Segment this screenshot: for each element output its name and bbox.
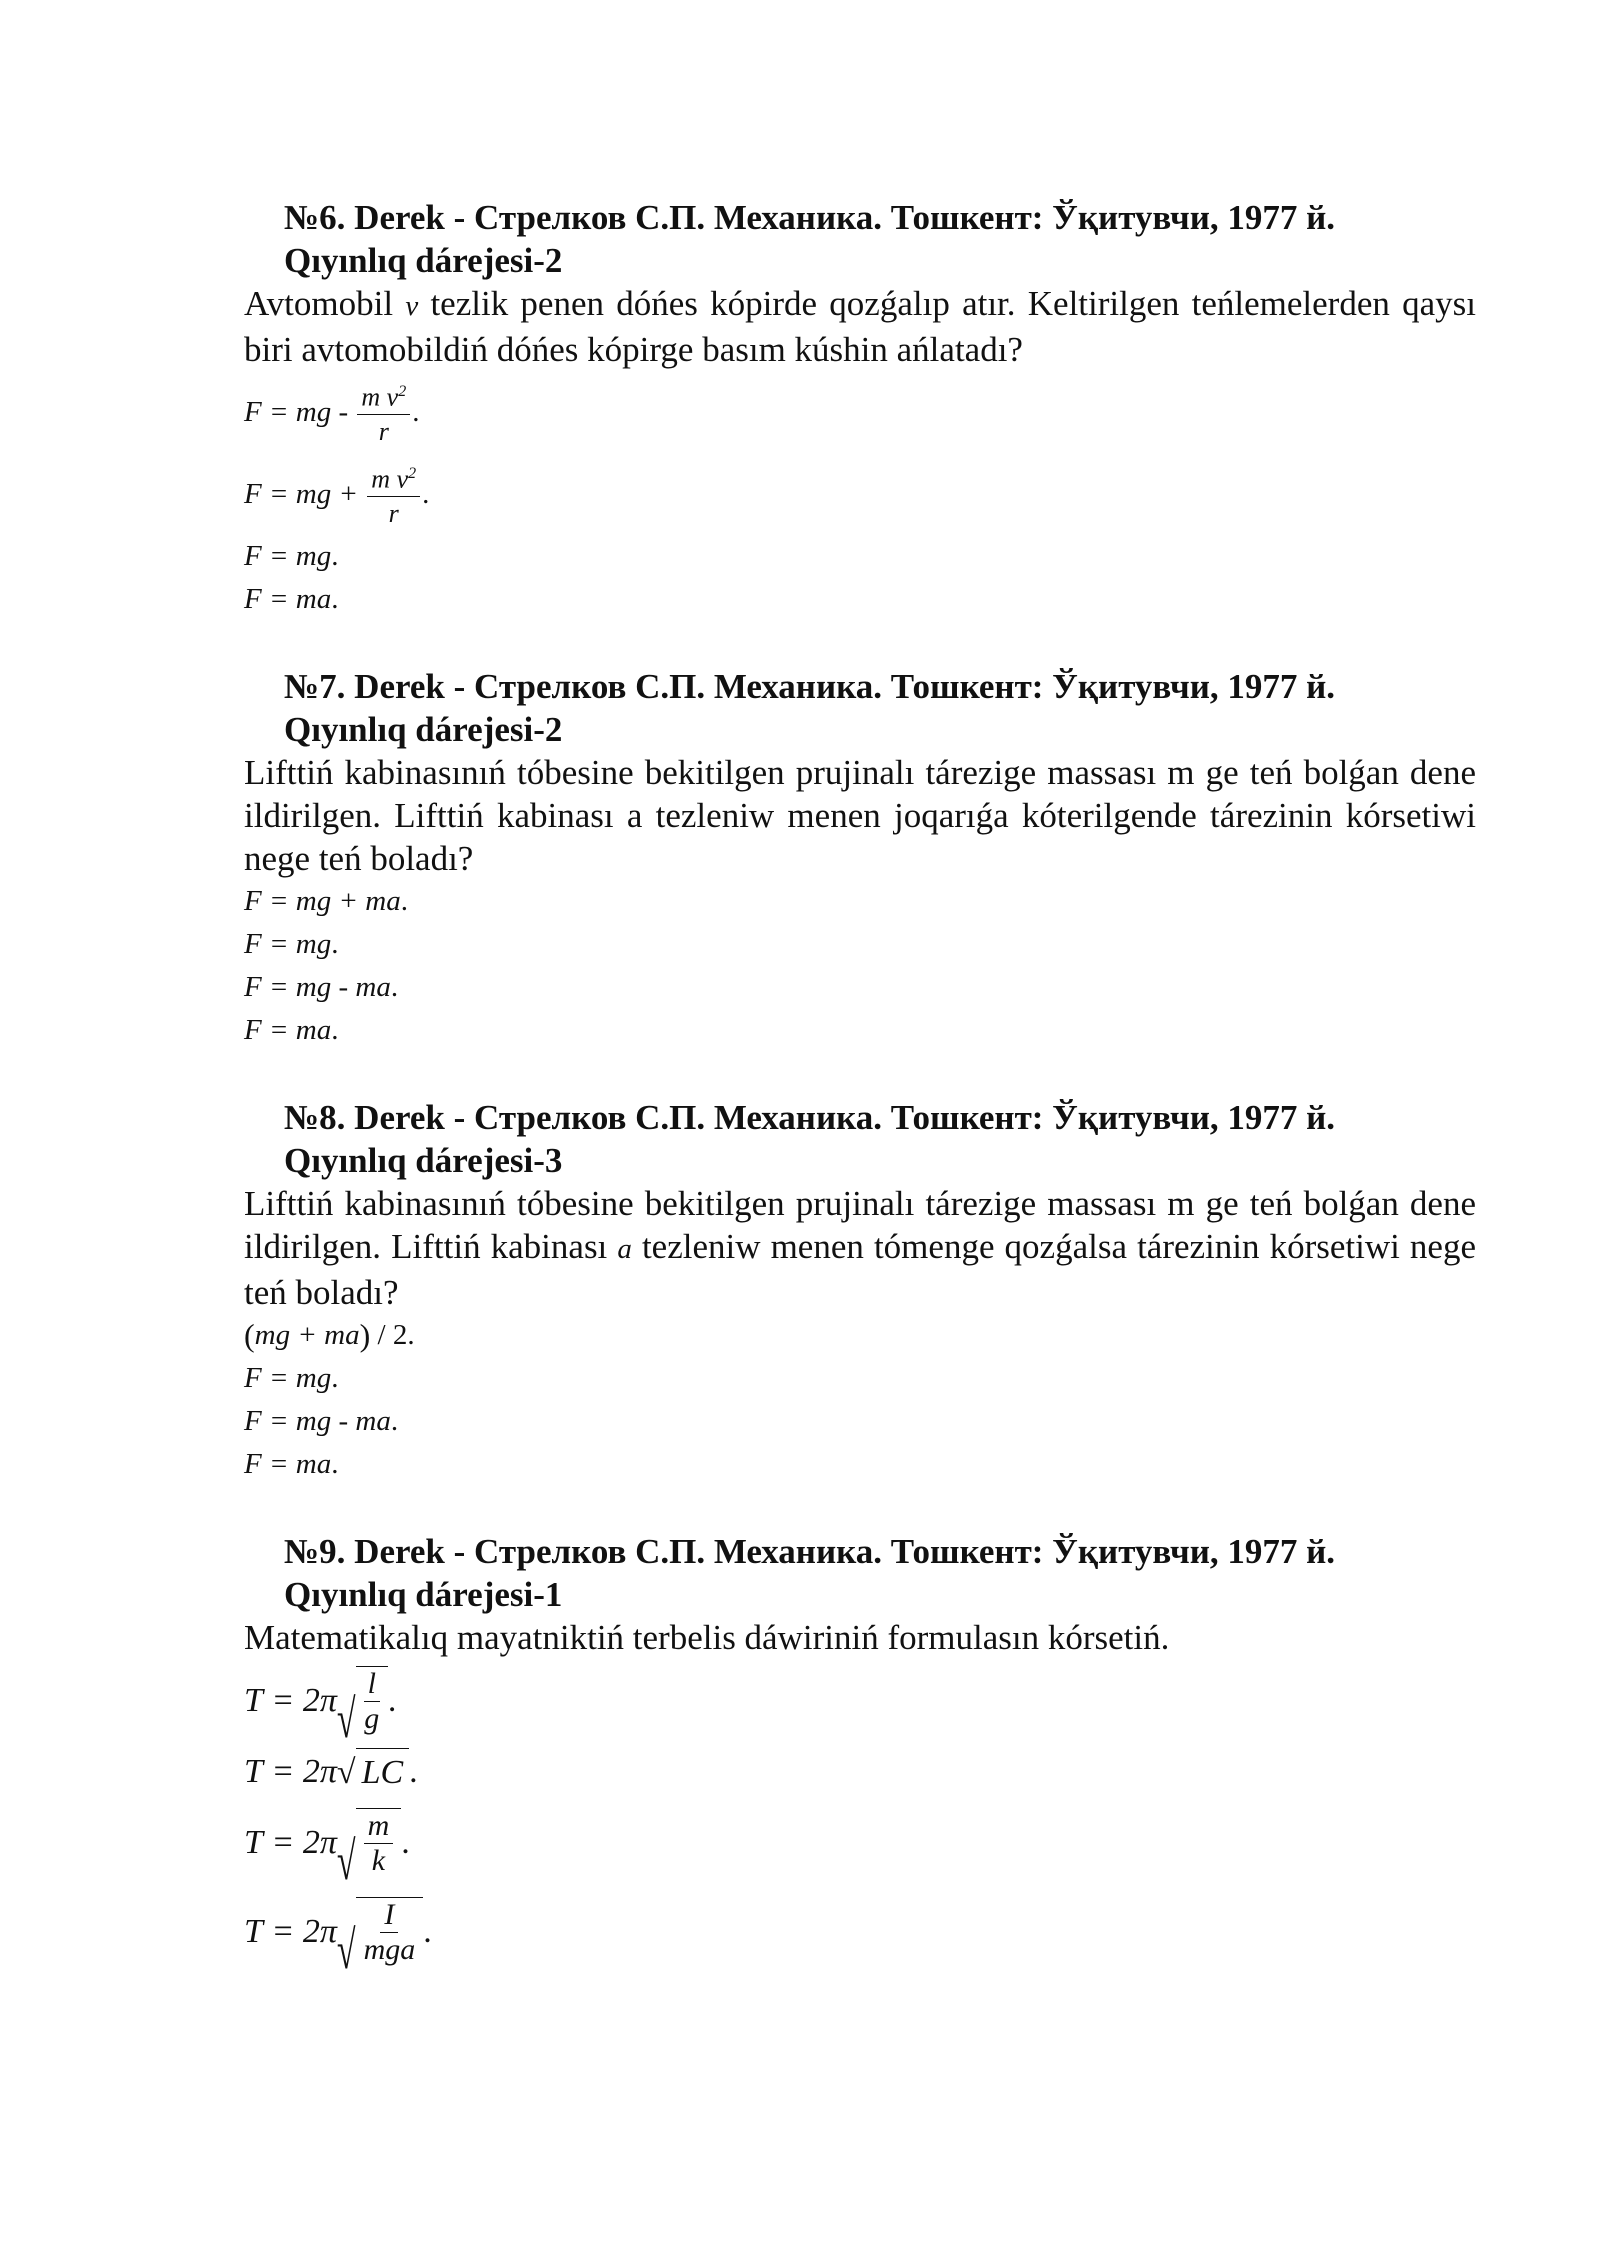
question-text: Lifttiń kabinasınıń tóbesine bekitilgen prujinalı tárezige massası m ge teń bolǵan dene ildirilgen. Lifttiń kabinası a tezleniw menen tómenge qozǵalsa tárezinin kórsetiwi nege teń boladı? [244,1184,1476,1312]
question-text: Avtomobil v tezlik penen dóńes kópirde qozǵalıp atır. Keltirilgen teńlemelerden qaysı biri avtomobildiń dóńes kópirge basım kúshin ańlatadı? [244,284,1476,369]
difficulty-level: Qıyınlıq dárejesi-3 [284,1141,563,1180]
answer-option: F = ma . [244,1014,339,1046]
answer-option: T = 2 π √ $\frac{l}{g}$ . [244,1667,397,1750]
answer-option: F = ma . [244,1448,339,1480]
document-page [244,196,1476,2023]
difficulty-level: Qıyınlıq dárejesi-2 [284,710,563,749]
question-9 [244,1530,1476,1979]
answer-option: F = mg - $\frac{m v^2}{r}$ . [244,371,1476,453]
question-header: №8. Derek - Стрелков С.П. Механика. Тошкент: Ўқитувчи, 1977 й. [284,1098,1336,1137]
question-7 [244,665,1476,1052]
answer-option: F = mg + ma . [244,885,408,917]
answer-option: F = mg - ma . [244,971,399,1003]
answer-option: F = mg . [244,1362,339,1394]
answer-option: F = mg - ma . [244,1405,399,1437]
question-6 [244,196,1476,621]
answer-option: F = mg . [244,928,339,960]
question-text: Lifttiń kabinasınıń tóbesine bekitilgen prujinalı tárezige massası m ge teń bolǵan dene ildirilgen. Lifttiń kabinası a tezleniw menen joqarıǵa kóterilgende tárezinin kórsetiwi nege teń boladı? [244,753,1476,878]
answer-option: F = mg . [244,540,339,572]
question-8 [244,1096,1476,1486]
question-header: №7. Derek - Стрелков С.П. Механика. Тошкент: Ўқитувчи, 1977 й. [284,667,1336,706]
question-header: №6. Derek - Стрелков С.П. Механика. Тошкент: Ўқитувчи, 1977 й. [284,198,1336,237]
answer-option: F = ma . [244,583,339,615]
answer-option: ( mg + ma ) / 2 . [244,1317,415,1353]
question-header: №9. Derek - Стрелков С.П. Механика. Тошкент: Ўқитувчи, 1977 й. [284,1532,1336,1571]
answer-option: T = 2 π √ $\frac{m}{k}$ . [244,1809,410,1892]
answer-option: T = 2 π √ LC . [244,1741,1476,1801]
difficulty-level: Qıyınlıq dárejesi-2 [284,241,563,280]
answer-option: T = 2 π √ $\frac{I}{\text{mga}}$ . [244,1898,432,1981]
question-text: Matematikalıq mayatniktiń terbelis dáwiriniń formulasın kórsetiń. [244,1618,1170,1657]
answer-option: F = mg + $\frac{m v^2}{r}$ . [244,453,1476,535]
difficulty-level: Qıyınlıq dárejesi-1 [284,1575,563,1614]
